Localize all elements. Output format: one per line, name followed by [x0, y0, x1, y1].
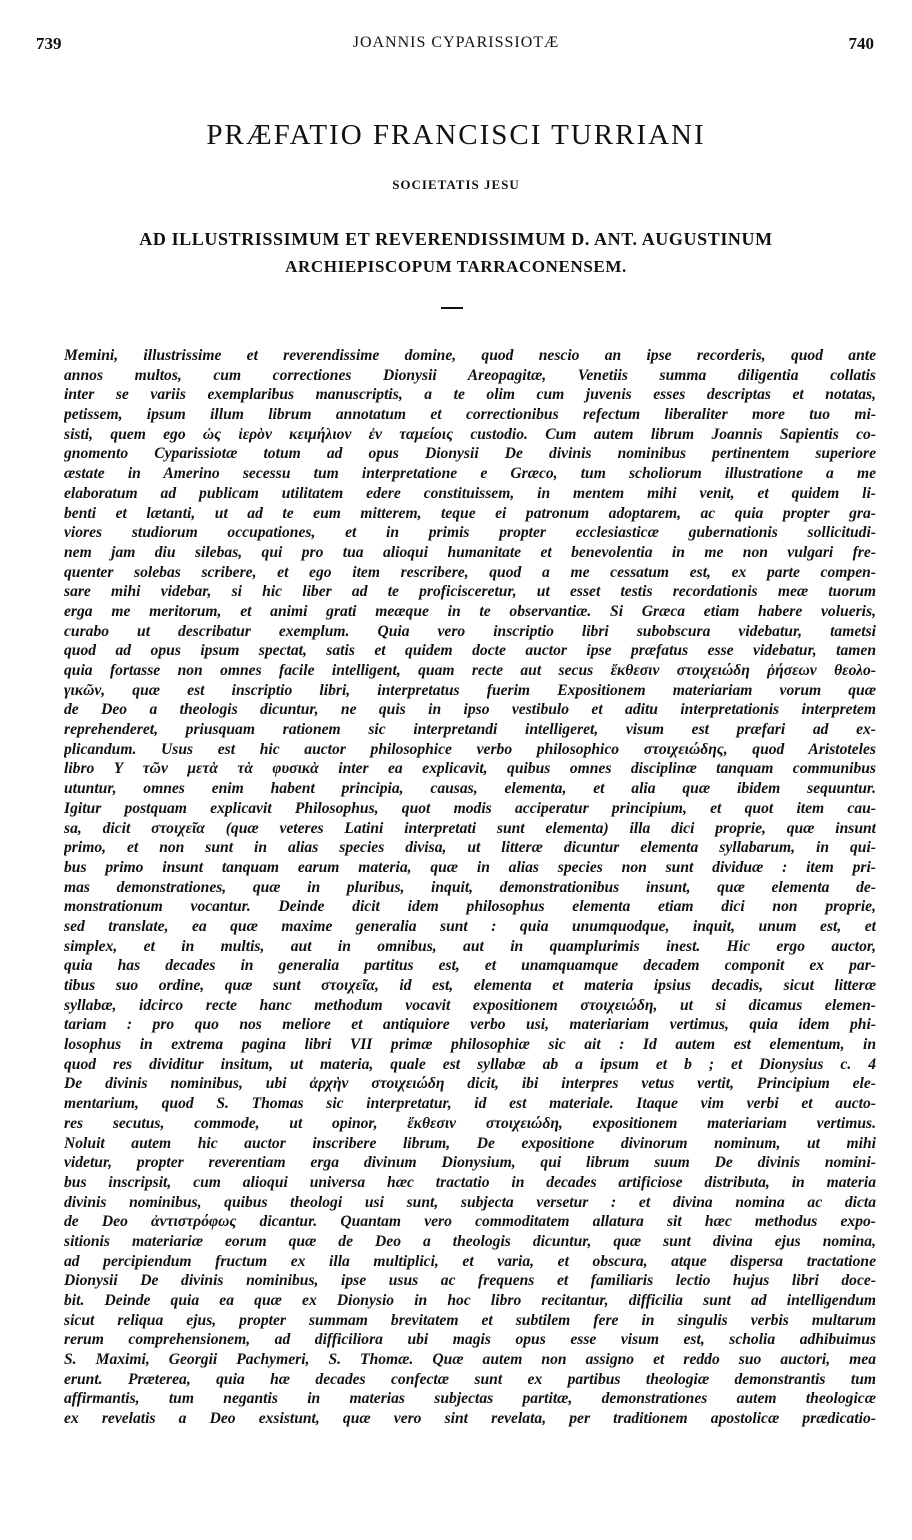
- body-line: æstate in Amerino secessu tum interpretatione e Græco, tum scholiorum illustratione a me: [64, 465, 876, 483]
- body-line: tibus suo ordine, quæ sunt στοιχεῖα, id est, elementa et materia ipsius decadis, sicut litteræ: [64, 977, 876, 994]
- body-line: annos multos, cum correctiones Dionysii Areopagitæ, Venetiis summa diligentia collatis: [64, 366, 876, 384]
- running-title: JOANNIS CYPARISSIOTÆ: [352, 34, 560, 51]
- dedication-line-1: AD ILLUSTRISSIMUM ET REVERENDISSIMUM D. ANT. AUGUSTINUM: [139, 229, 773, 249]
- body-line: sa, dicit στοιχεῖα (quæ veteres Latini interpretati sunt elementa) illa dici proprie, quæ insunt: [64, 819, 876, 837]
- body-line: ad percipiendum fructum ex illa multiplici, et varia, et obscura, atque dispersa tractatione: [64, 1252, 876, 1270]
- body-line: libro Υ τῶν μετὰ τὰ φυσικὰ inter ea explicavit, quibus omnes disciplinæ tanquam communibus: [64, 760, 876, 778]
- body-line: de Deo ἀντιστρόφως dicantur. Quantam vero commoditatem allatura sit hæc methodus expo-: [64, 1213, 876, 1231]
- body-line: γικῶν, quæ est inscriptio libri, interpretatus fuerim Expositionem materiariam vorum quæ: [64, 681, 876, 699]
- body-line: curabo ut describatur exemplum. Quia vero inscriptio libri subobscura videbatur, tametsi: [64, 622, 876, 640]
- body-line: simplex, et in multis, aut in omnibus, aut in quamplurimis inest. Hic ergo auctor,: [64, 937, 876, 955]
- body-line: Noluit autem hic auctor inscribere librum, De expositione divinorum nominum, ut mihi: [64, 1134, 876, 1152]
- body-line: syllabæ, idcirco recte hanc methodum vocavit expositionem στοιχειώδη, ut si dicamus elemen-: [64, 996, 876, 1014]
- page-number-left: 739: [36, 34, 62, 53]
- body-line: sare mihi videbar, si hic liber ad te proficisceretur, ut esset testis recordationis meæ tuorum: [64, 583, 876, 601]
- body-line: gnomento Cyparissiotæ totum ad opus Dionysii De divinis nominibus pertinentem superiore: [64, 445, 876, 463]
- body-line: rerum comprehensionem, ad difficiliora ubi magis opus esse visum est, scholia adhibuimus: [64, 1331, 876, 1349]
- dedication-line-2: ARCHIEPISCOPUM TARRACONENSEM.: [285, 257, 627, 276]
- body-line: Dionysii De divinis nominibus, ipse usus ac frequens et familiaris lectio hujus libri doce-: [64, 1272, 876, 1290]
- body-line: mentarium, quod S. Thomas sic interpretatur, id est materiale. Itaque vim verbi et aucto-: [64, 1095, 876, 1113]
- body-line: bus primo insunt tanquam earum materia, quæ in alias species non sunt dividuæ : item pri-: [64, 858, 876, 876]
- body-line: tariam : pro quo nos meliore et antiquiore verbo usi, materiariam vertimus, quia idem phi-: [64, 1016, 876, 1034]
- body-line: plicandum. Usus est hic auctor philosophice verbo philosophico στοιχειώδης, quod Aristoteles: [64, 740, 876, 758]
- preface-title: PRÆFATIO FRANCISCI TURRIANI: [206, 119, 706, 151]
- body-line: sicut reliqua ejus, propter summam brevitatem et subtilem fere in singulis verbis multarum: [64, 1311, 876, 1329]
- body-line: sed translate, ea quæ maxime generalia sunt : quia unumquodque, inquit, unum est, et: [64, 917, 876, 935]
- body-line: quenter solebas scribere, et ego item rescribere, quod a me cessatum est, ex parte compen-: [64, 563, 876, 581]
- body-line: quia has decades in generalia partitus est, et unamquamque decadem componit ex par-: [64, 957, 876, 975]
- body-line: De divinis nominibus, ubi ἀρχὴν στοιχειώδη dicit, ibi interpres vetus vertit, Principium ele-: [64, 1075, 876, 1093]
- running-header: [0, 34, 912, 56]
- body-line: Igitur postquam explicavit Philosophus, quot modis acciperatur principium, et quot item cau-: [64, 799, 876, 817]
- body-line: reprehenderet, priusquam rationem sic interpretandi intelligeret, visum est præfari ad ex-: [64, 721, 876, 739]
- body-line: utuntur, omnes enim habent principia, causas, elementa, et alia quæ ibidem sequuntur.: [64, 780, 876, 798]
- body-line: ex revelatis a Deo exsistunt, quæ vero sint revelata, per traditionem apostolicæ prædicatio-: [64, 1410, 876, 1428]
- body-line: res secutus, commode, ut opinor, ἔκθεσιν στοιχειώδη, expositionem materiariam vertimus.: [64, 1114, 876, 1132]
- body-line: nem jam diu silebas, qui pro tua alioqui humanitate et benevolentia in me non vulgari fre-: [64, 543, 876, 561]
- body-line: petissem, ipsum illum librum annotatum et correctionibus refectum liberaliter more tuo mi-: [64, 406, 876, 424]
- preface-subtitle: SOCIETATIS JESU: [392, 177, 520, 192]
- body-line: sisti, quem ego ὡς ἱερὸν κειμήλιον ἐν ταμείοις custodio. Cum autem librum Joannis Sapientis co-: [64, 425, 876, 443]
- body-line: quia fortasse non omnes facile intelligent, quam recte aut secus ἔκθεσιν στοιχειώδη ῥήσεων θεολο-: [64, 662, 876, 679]
- body-line: elaboratum ad publicam utilitatem edere constituissem, in mentem mihi venit, et quidem li-: [64, 484, 876, 502]
- preface-body: [64, 346, 876, 1429]
- body-line: videtur, propter reverentiam erga divinum Dionysium, qui librum suum De divinis nomini-: [64, 1154, 876, 1172]
- body-line: bit. Deinde quia ea quæ ex Dionysio in hoc libro recitantur, difficilia sunt ad intelligendum: [64, 1292, 876, 1309]
- body-line: Memini, illustrissime et reverendissime domine, quod nescio an ipse recorderis, quod ante: [64, 347, 876, 364]
- body-line: mas demonstrationes, quæ in pluribus, inquit, demonstrationibus insunt, quæ elementa de-: [64, 878, 876, 896]
- body-line: losophus in extrema pagina libri VII primæ philosophiæ sic ait : Id autem est elementum, in: [64, 1036, 876, 1054]
- body-line: monstrationum vocantur. Deinde dicit idem philosophus elementa etiam dici non proprie,: [64, 898, 876, 916]
- body-line: inter se variis exemplaribus manuscriptis, a te olim cum juvenis esses descriptas et notatas,: [64, 386, 876, 404]
- body-line: quod res dividitur insitum, ut materia, quale est syllabæ ab a ipsum et b ; et Dionysius c. 4: [64, 1055, 876, 1073]
- body-line: sitionis materiariæ eorum quæ de Deo a theologis dicuntur, quæ sunt divina ejus nomina,: [64, 1232, 876, 1250]
- body-line: de Deo a theologis dicuntur, ne quis in ipso vestibulo et aditu interpretationis interpretem: [64, 701, 876, 719]
- body-line: benti et lætanti, ut ad te eum mitterem, teque ei patronum adoptarem, ac quia propter gra-: [64, 504, 876, 522]
- body-line: bus inscripsit, cum alioqui universa hæc tractatio in decades artificiose distributa, in materia: [64, 1173, 876, 1191]
- body-line: erga me meritorum, et animi grati meæque in te observantiæ. Si Græca etiam habere volueris,: [64, 602, 876, 620]
- section-divider: [441, 307, 463, 309]
- body-line: erunt. Præterea, quia hæ decades confectæ sunt ex partibus theologiæ demonstrantis tum: [64, 1370, 876, 1388]
- body-line: divinis nominibus, quibus theologi usi sunt, subjecta versetur : et divina nomina ac dicta: [64, 1193, 876, 1211]
- body-line: quod ad opus ipsum spectat, satis et quidem docte auctor ipse præfatus esse videbatur, tamen: [64, 642, 876, 660]
- body-line: affirmantis, tum negantis in materias subjectas partitæ, demonstrationes autem theologicæ: [64, 1390, 876, 1408]
- body-line: viores studiorum occupationes, et in primis propter ecclesiasticæ gubernationis sollicitudi-: [64, 524, 876, 542]
- page-number-right: 740: [848, 34, 874, 53]
- body-line: S. Maximi, Georgii Pachymeri, S. Thomæ. Quæ autem non assigno et reddo suo auctori, mea: [64, 1351, 876, 1369]
- body-line: primo, et non sunt in alias species divisa, ut litteræ dicuntur elementa syllabarum, in qui-: [64, 839, 876, 857]
